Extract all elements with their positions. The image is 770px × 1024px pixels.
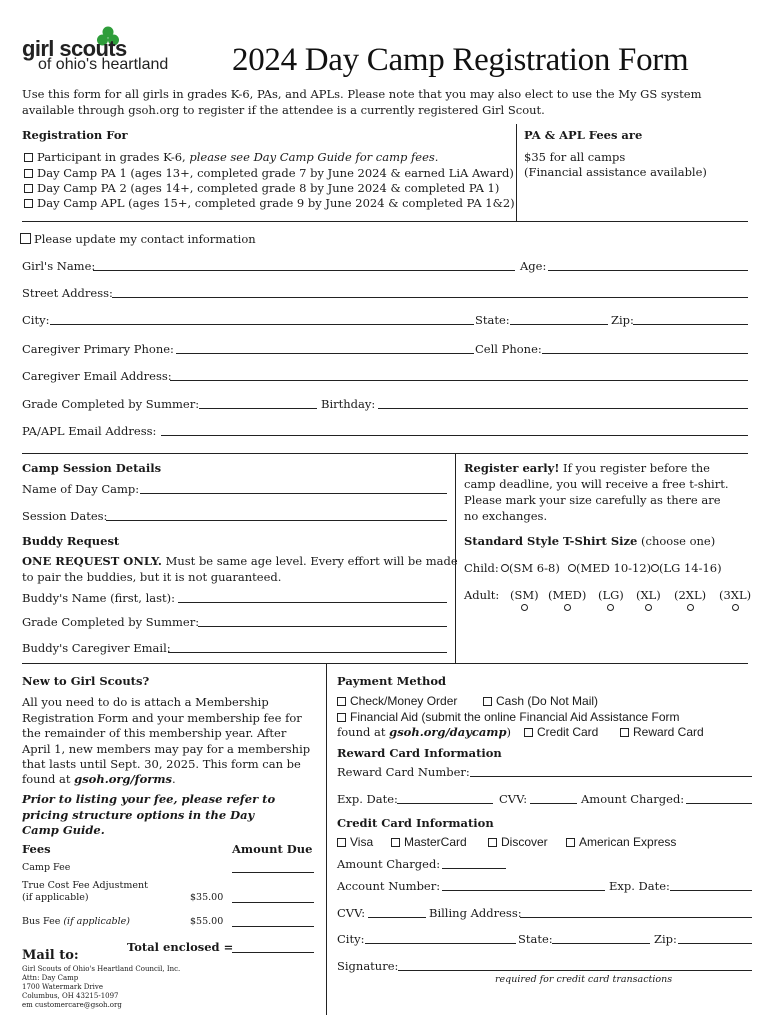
session-heading: Camp Session Details [22,461,162,475]
day-camp-name-field[interactable] [140,493,447,494]
checkbox[interactable] [24,169,33,178]
age-label: Age: [520,259,547,273]
adult-size-lg[interactable]: (LG) [598,588,624,614]
cell-phone-label: Cell Phone: [475,342,542,356]
total-enclosed-label: Total enclosed = [127,940,234,954]
street-field[interactable] [112,297,748,298]
fees-heading: PA & APL Fees are [524,128,643,142]
child-size-med[interactable]: (MED 10-12) [568,561,651,575]
mail-address: Girl Scouts of Ohio's Heartland Council, Inc. Attn: Day Camp 1700 Watermark Drive Columbus, OH 43215-1097 em customercare@gsoh.org [22,965,181,1009]
session-dates-field[interactable] [106,520,447,521]
buddy-caregiver-email-field[interactable] [168,652,447,653]
cc-amount-field[interactable] [442,868,506,869]
cc-billing-field[interactable] [520,917,752,918]
card-amex[interactable]: American Express [566,835,676,849]
divider [22,453,748,454]
register-early-note: Please mark your size carefully as there are [464,493,721,507]
cc-zip-label: Zip: [654,932,677,946]
checkbox[interactable] [24,153,33,162]
cc-account-field[interactable] [442,890,605,891]
buddy-note: ONE REQUEST ONLY. Must be same age level. Every effort will be made [22,554,458,568]
checkbox[interactable] [337,713,346,722]
child-size-lg[interactable]: (LG 14-16) [651,561,722,575]
new-scouts-heading: New to Girl Scouts? [22,674,150,688]
adult-size-label: Adult: [464,588,500,602]
buddy-note: to pair the buddies, but it is not guaranteed. [22,570,282,584]
checkbox[interactable] [337,838,346,847]
checkbox[interactable] [337,697,346,706]
reward-card-heading: Reward Card Information [337,746,502,760]
cc-cvv-field[interactable] [368,917,426,918]
state-field[interactable] [510,324,608,325]
radio[interactable] [564,604,571,611]
bus-fee-field[interactable] [232,926,314,927]
checkbox[interactable] [24,184,33,193]
payment-aid-link-row: found at gsoh.org/daycamp) [337,725,512,739]
pa-email-label: PA/APL Email Address: [22,424,157,438]
registration-heading: Registration For [22,128,128,142]
caregiver-email-field[interactable] [170,380,748,381]
radio[interactable] [521,604,528,611]
caregiver-email-label: Caregiver Email Address: [22,369,172,383]
fees-line: $35 for all camps [524,150,626,164]
reward-card-number-label: Reward Card Number: [337,765,470,779]
birthday-label: Birthday: [321,397,376,411]
radio[interactable] [687,604,694,611]
reward-card-number-field[interactable] [470,776,752,777]
divider [326,663,327,1015]
forms-link[interactable]: gsoh.org/forms [74,772,172,786]
divider [516,124,517,222]
payment-cash[interactable]: Cash (Do Not Mail) [483,694,598,708]
child-size-label: Child: [464,561,499,575]
cc-state-field[interactable] [552,943,650,944]
street-label: Street Address: [22,286,113,300]
child-size-sm[interactable]: (SM 6-8) [501,561,560,575]
checkbox[interactable] [524,728,533,737]
cc-exp-field[interactable] [670,890,752,891]
adult-size-2xl[interactable]: (2XL) [674,588,706,614]
payment-heading: Payment Method [337,674,447,688]
checkbox[interactable] [620,728,629,737]
checkbox[interactable] [483,697,492,706]
adult-size-3xl[interactable]: (3XL) [719,588,751,614]
card-visa[interactable]: Visa [337,835,373,849]
signature-label: Signature: [337,959,399,973]
city-field[interactable] [50,324,474,325]
buddy-name-field[interactable] [178,602,447,603]
cc-cvv-label: CVV: [337,906,366,920]
option-pa2[interactable]: Day Camp PA 2 (ages 14+, completed grade 8 by June 2024 & completed PA 1) [24,181,499,195]
checkbox[interactable] [391,838,400,847]
day-camp-name-label: Name of Day Camp: [22,482,140,496]
cell-phone-field[interactable] [542,353,748,354]
true-cost-label: True Cost Fee Adjustment [22,880,148,891]
cc-amount-label: Amount Charged: [337,857,441,871]
true-cost-label: (if applicable) [22,892,89,903]
prior-note: pricing structure options in the Day [22,808,255,822]
cc-billing-label: Billing Address: [429,906,522,920]
register-early-note: no exchanges. [464,509,548,523]
adult-size-sm[interactable]: (SM) [510,588,539,614]
daycamp-link[interactable]: gsoh.org/daycamp [389,725,507,739]
reward-amount-field[interactable] [686,803,752,804]
radio[interactable] [645,604,652,611]
new-scouts-text: the remainder of this membership year. After [22,726,287,740]
buddy-grade-label: Grade Completed by Summer: [22,615,200,629]
email-link[interactable]: customercare@gsoh.org [35,1001,122,1009]
new-scouts-text: April 1, new members may pay for a membership [22,742,311,756]
card-discover[interactable]: Discover [488,835,548,849]
payment-credit[interactable]: Credit Card [524,725,598,739]
camp-fee-label: Camp Fee [22,862,71,873]
camp-fee-field[interactable] [232,872,314,873]
buddy-name-label: Buddy's Name (first, last): [22,591,175,605]
cc-state-label: State: [518,932,553,946]
prior-note: Prior to listing your fee, please refer to [22,792,276,806]
birthday-field[interactable] [378,408,748,409]
payment-reward[interactable]: Reward Card [620,725,704,739]
cc-city-label: City: [337,932,365,946]
card-mastercard[interactable]: MasterCard [391,835,467,849]
reward-amount-label: Amount Charged: [581,792,685,806]
zip-label: Zip: [611,313,634,327]
intro-text: Use this form for all girls in grades K-6, PAs, and APLs. Please note that you may also elect to use the My GS system available through gsoh.org to register if the attendee is a currently registered Girl Scout. [22,87,702,117]
cc-exp-label: Exp. Date: [609,879,670,893]
cc-city-field[interactable] [365,943,516,944]
tshirt-heading: Standard Style T-Shirt Size (choose one) [464,534,716,548]
buddy-grade-field[interactable] [198,626,447,627]
girls-name-label: Girl's Name: [22,259,96,273]
checkbox[interactable] [20,233,31,244]
radio[interactable] [651,564,659,572]
age-field[interactable] [548,270,748,271]
new-scouts-text: found at gsoh.org/forms. [22,772,176,786]
register-early-note: camp deadline, you will receive a free t-shirt. [464,477,729,491]
pa-email-field[interactable] [161,435,748,436]
radio[interactable] [501,564,509,572]
payment-aid[interactable]: Financial Aid (submit the online Financial Aid Assistance Form [337,710,680,724]
bus-fee-label: Bus Fee (if applicable) [22,916,130,927]
credit-card-heading: Credit Card Information [337,816,494,830]
true-cost-amount: $35.00 [190,892,224,903]
girls-name-field[interactable] [93,270,515,271]
page-title: 2024 Day Camp Registration Form [232,42,689,78]
session-dates-label: Session Dates: [22,509,108,523]
new-scouts-text: All you need to do is attach a Membership [22,695,269,709]
new-scouts-text: that lasts until Sept. 30, 2025. This form can be [22,757,301,771]
divider [22,663,748,664]
cc-zip-field[interactable] [678,943,752,944]
option-participant[interactable]: Participant in grades K-6, please see Day Camp Guide for camp fees. [24,150,438,164]
city-label: City: [22,313,50,327]
reward-cvv-field[interactable] [530,803,577,804]
grade-label: Grade Completed by Summer: [22,397,200,411]
bus-fee-amount: $55.00 [190,916,224,927]
required-note: required for credit card transactions [495,974,673,985]
logo-wordmark: girl scouts [22,36,127,61]
option-apl[interactable]: Day Camp APL (ages 15+, completed grade 9 by June 2024 & completed PA 1&2) [24,196,515,210]
grade-field[interactable] [199,408,317,409]
radio[interactable] [568,564,576,572]
adult-size-med[interactable]: (MED) [548,588,586,614]
radio[interactable] [607,604,614,611]
amount-due-heading: Amount Due [232,842,313,856]
buddy-caregiver-email-label: Buddy's Caregiver Email: [22,641,171,655]
cc-account-label: Account Number: [337,879,441,893]
checkbox[interactable] [566,838,575,847]
zip-field[interactable] [633,324,748,325]
reward-cvv-label: CVV: [499,792,528,806]
true-cost-field[interactable] [232,902,314,903]
option-pa1[interactable]: Day Camp PA 1 (ages 13+, completed grade 7 by June 2024 & earned LiA Award) [24,166,514,180]
new-scouts-text: Registration Form and your membership fee for [22,711,302,725]
adult-size-xl[interactable]: (XL) [636,588,661,614]
register-early-note: Register early! If you register before the [464,461,710,475]
fees-table-heading: Fees [22,842,51,856]
prior-note: Camp Guide. [22,823,105,837]
signature-field[interactable] [398,970,752,971]
caregiver-phone-label: Caregiver Primary Phone: [22,342,174,356]
reward-exp-field[interactable] [397,803,493,804]
update-contact-checkbox[interactable]: Please update my contact information [20,232,256,246]
radio[interactable] [732,604,739,611]
state-label: State: [475,313,510,327]
divider [22,221,748,222]
payment-check[interactable]: Check/Money Order [337,694,457,708]
checkbox[interactable] [24,199,33,208]
buddy-heading: Buddy Request [22,534,120,548]
checkbox[interactable] [488,838,497,847]
fees-line: (Financial assistance available) [524,165,707,179]
total-enclosed-field[interactable] [232,952,314,953]
caregiver-phone-field[interactable] [176,353,474,354]
logo-council-name: of ohio's heartland [38,56,169,73]
mail-to-heading: Mail to: [22,948,79,963]
reward-exp-label: Exp. Date: [337,792,398,806]
